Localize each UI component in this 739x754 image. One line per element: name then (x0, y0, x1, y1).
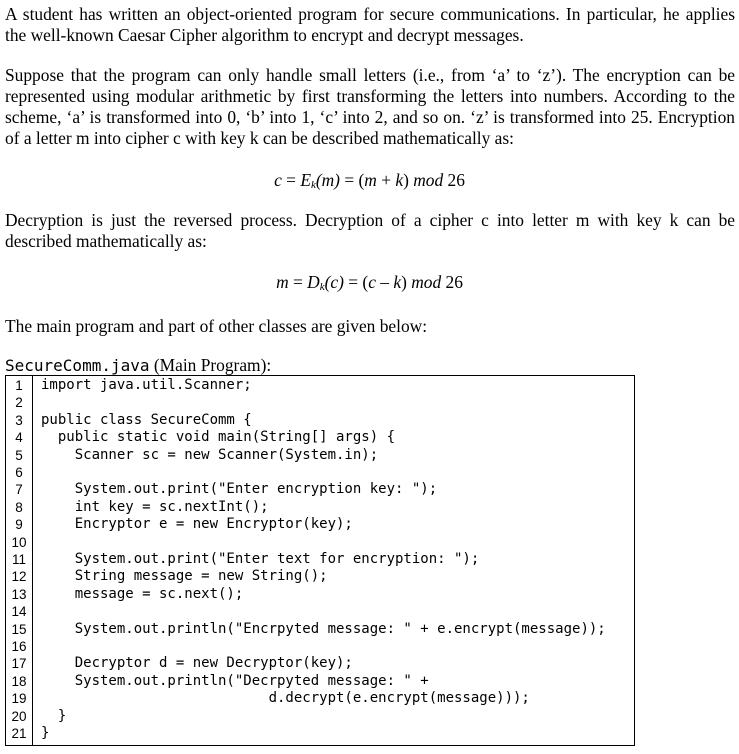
code-text: d.decrypt(e.encrypt(message))); (41, 690, 530, 707)
code-line (6, 655, 634, 673)
line-number: 20 (11, 708, 27, 724)
code-line (6, 638, 634, 656)
code-line (6, 708, 634, 726)
code-line (6, 551, 634, 569)
text-line: scheme, ‘a’ is transformed into 0, ‘b’ into 1, ‘c’ into 2, and so on. ‘z’ is transformed into 25. Encryption (5, 107, 735, 127)
code-text: int key = sc.nextInt(); (41, 498, 269, 515)
code-line (6, 394, 634, 412)
code-text: Scanner sc = new Scanner(System.in); (41, 446, 379, 463)
line-number: 3 (15, 412, 23, 428)
line-number: 2 (15, 395, 23, 411)
line-number: 13 (11, 586, 27, 602)
line-number: 9 (15, 517, 23, 533)
code-line (6, 464, 634, 482)
text-line: the well-known Caesar Cipher algorithm to encrypt and decrypt messages. (5, 25, 524, 45)
text-line: The main program and part of other classes are given below: (5, 316, 428, 336)
code-line (6, 377, 634, 395)
line-number: 16 (11, 639, 27, 654)
line-number: 8 (15, 499, 23, 515)
code-text: import java.util.Scanner; (41, 377, 252, 393)
text-line: represented using modular arithmetic by first transforming the letters into numbers. According to the (5, 86, 735, 106)
code-text: System.out.print("Enter text for encryption: "); (41, 551, 480, 567)
code-text: public class SecureComm { (41, 411, 252, 428)
code-line (6, 499, 634, 517)
code-line (6, 412, 634, 430)
line-number: 21 (11, 726, 27, 741)
code-text: System.out.println("Decrpyted message: " + (41, 672, 429, 689)
text-line: described mathematically as: (5, 231, 207, 251)
line-number: 5 (15, 447, 23, 463)
code-line (6, 725, 634, 743)
code-text: String message = new String(); (41, 568, 328, 585)
line-number: 12 (11, 569, 27, 585)
line-number: 18 (11, 673, 27, 689)
code-heading (5, 355, 271, 376)
line-number: 4 (15, 430, 23, 446)
text-line: of a letter m into cipher c with key k can be described mathematically as: (5, 128, 514, 148)
code-text: } (41, 707, 67, 724)
code-text: message = sc.next(); (41, 585, 244, 602)
filename: SecureComm.java (5, 356, 150, 375)
line-number: 17 (11, 656, 27, 672)
line-number: 14 (11, 604, 27, 620)
code-line (6, 481, 634, 499)
line-number: 6 (15, 465, 23, 480)
code-line (6, 534, 634, 552)
line-number: 11 (11, 552, 26, 567)
code-line (6, 568, 634, 586)
text-line: Decryption is just the reversed process. Decryption of a cipher c into letter m with key k can be (5, 210, 735, 230)
text-line: Suppose that the program can only handle small letters (i.e., from ‘a’ to ‘z’). The encryption can be (5, 65, 735, 85)
line-number: 10 (11, 534, 27, 550)
intro-paragraph (5, 4, 735, 46)
program-intro (5, 316, 735, 337)
code-text: System.out.print("Enter encryption key: "); (41, 481, 438, 498)
encryption-paragraph (5, 65, 735, 149)
code-text: public static void main(String[] args) { (41, 429, 396, 446)
decryption-formula: m = Dk(c) = (c – k) mod 26 (276, 272, 463, 293)
code-line (6, 690, 634, 708)
code-line (6, 603, 634, 621)
code-line (6, 621, 634, 639)
code-listing (5, 375, 635, 746)
line-number: 7 (15, 482, 23, 498)
line-number: 1 (15, 378, 23, 393)
code-line (6, 429, 634, 447)
code-text: System.out.println("Encrpyted message: " + e.encrypt(message)); (41, 620, 606, 637)
code-text: Decryptor d = new Decryptor(key); (41, 655, 353, 672)
code-line (6, 673, 634, 691)
code-text: Encryptor e = new Encryptor(key); (41, 516, 353, 533)
heading-suffix: (Main Program): (149, 355, 272, 375)
encryption-formula: c = Ek(m) = (m + k) mod 26 (274, 170, 465, 191)
text-line: A student has written an object-oriented program for secure communications. In particular, he applies (5, 4, 735, 24)
line-number: 15 (11, 621, 27, 637)
decryption-paragraph (5, 210, 735, 252)
code-text: } (41, 725, 50, 741)
code-line (6, 447, 634, 465)
code-line (6, 516, 634, 534)
code-line (6, 586, 634, 604)
line-number: 19 (11, 691, 27, 707)
